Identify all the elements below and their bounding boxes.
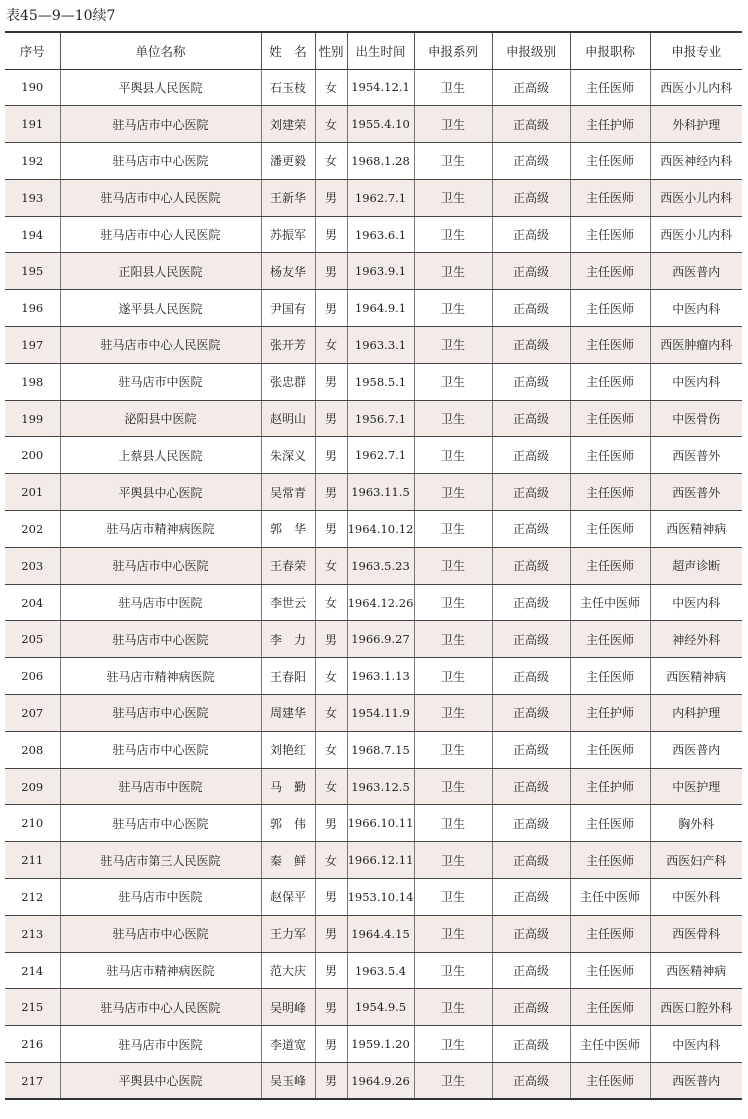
cell-name: 朱深义: [261, 437, 315, 474]
cell-title: 主任中医师: [570, 1026, 650, 1063]
table-row: [5, 106, 742, 143]
col-header-title: 申报职称: [570, 32, 650, 69]
cell-level: 正高级: [492, 621, 570, 658]
cell-birth: 1963.6.1: [347, 216, 414, 253]
cell-title: 主任医师: [570, 290, 650, 327]
table-row: [5, 952, 742, 989]
cell-series: 卫生: [414, 69, 492, 106]
cell-birth: 1966.9.27: [347, 621, 414, 658]
table-row: [5, 400, 742, 437]
table-row: [5, 69, 742, 106]
cell-index: 206: [5, 658, 60, 695]
cell-level: 正高级: [492, 69, 570, 106]
cell-series: 卫生: [414, 474, 492, 511]
cell-name: 尹国有: [261, 290, 315, 327]
table-row: [5, 915, 742, 952]
cell-series: 卫生: [414, 327, 492, 364]
cell-index: 208: [5, 731, 60, 768]
cell-gender: 男: [315, 805, 347, 842]
cell-index: 197: [5, 327, 60, 364]
cell-gender: 女: [315, 842, 347, 879]
cell-name: 张忠群: [261, 363, 315, 400]
cell-unit: 平舆县人民医院: [60, 69, 261, 106]
cell-name: 张开芳: [261, 327, 315, 364]
table-row: [5, 327, 742, 364]
cell-specialty: 西医精神病: [650, 952, 742, 989]
cell-series: 卫生: [414, 915, 492, 952]
cell-birth: 1963.12.5: [347, 768, 414, 805]
table-row: [5, 253, 742, 290]
cell-title: 主任医师: [570, 400, 650, 437]
cell-series: 卫生: [414, 511, 492, 548]
cell-index: 192: [5, 143, 60, 180]
cell-index: 205: [5, 621, 60, 658]
cell-unit: 驻马店市中心医院: [60, 805, 261, 842]
cell-birth: 1964.9.1: [347, 290, 414, 327]
cell-name: 郭 伟: [261, 805, 315, 842]
cell-level: 正高级: [492, 400, 570, 437]
cell-specialty: 中医内科: [650, 363, 742, 400]
cell-name: 刘艳红: [261, 731, 315, 768]
cell-gender: 女: [315, 106, 347, 143]
cell-birth: 1955.4.10: [347, 106, 414, 143]
cell-level: 正高级: [492, 842, 570, 879]
cell-title: 主任医师: [570, 989, 650, 1026]
cell-index: 201: [5, 474, 60, 511]
cell-birth: 1964.12.26: [347, 584, 414, 621]
cell-series: 卫生: [414, 290, 492, 327]
cell-name: 吴常青: [261, 474, 315, 511]
cell-unit: 驻马店市中医院: [60, 768, 261, 805]
cell-birth: 1964.9.26: [347, 1063, 414, 1100]
cell-gender: 男: [315, 989, 347, 1026]
cell-level: 正高级: [492, 327, 570, 364]
cell-index: 191: [5, 106, 60, 143]
cell-name: 刘建荣: [261, 106, 315, 143]
cell-level: 正高级: [492, 952, 570, 989]
cell-title: 主任医师: [570, 327, 650, 364]
cell-gender: 男: [315, 437, 347, 474]
cell-specialty: 西医普外: [650, 437, 742, 474]
cell-index: 211: [5, 842, 60, 879]
cell-unit: 驻马店市中心人民医院: [60, 179, 261, 216]
col-header-index: 序号: [5, 32, 60, 69]
cell-level: 正高级: [492, 290, 570, 327]
cell-specialty: 西医普内: [650, 1063, 742, 1100]
cell-gender: 男: [315, 179, 347, 216]
cell-level: 正高级: [492, 915, 570, 952]
cell-title: 主任医师: [570, 511, 650, 548]
cell-level: 正高级: [492, 879, 570, 916]
cell-name: 石玉枝: [261, 69, 315, 106]
cell-gender: 男: [315, 879, 347, 916]
cell-gender: 男: [315, 474, 347, 511]
cell-unit: 驻马店市中心医院: [60, 143, 261, 180]
cell-level: 正高级: [492, 216, 570, 253]
cell-gender: 女: [315, 584, 347, 621]
cell-index: 209: [5, 768, 60, 805]
col-header-birth: 出生时间: [347, 32, 414, 69]
table-row: [5, 695, 742, 732]
cell-index: 194: [5, 216, 60, 253]
cell-specialty: 中医内科: [650, 1026, 742, 1063]
cell-level: 正高级: [492, 547, 570, 584]
col-header-gender: 性别: [315, 32, 347, 69]
cell-gender: 女: [315, 731, 347, 768]
cell-title: 主任医师: [570, 915, 650, 952]
table-row: [5, 547, 742, 584]
cell-index: 199: [5, 400, 60, 437]
cell-index: 217: [5, 1063, 60, 1100]
cell-unit: 驻马店市中医院: [60, 1026, 261, 1063]
cell-series: 卫生: [414, 106, 492, 143]
cell-gender: 男: [315, 621, 347, 658]
table-row: [5, 179, 742, 216]
table-row: [5, 216, 742, 253]
cell-birth: 1963.1.13: [347, 658, 414, 695]
cell-specialty: 西医小儿内科: [650, 216, 742, 253]
cell-gender: 男: [315, 363, 347, 400]
cell-title: 主任医师: [570, 547, 650, 584]
cell-unit: 驻马店市中心人民医院: [60, 327, 261, 364]
table-row: [5, 989, 742, 1026]
cell-title: 主任医师: [570, 731, 650, 768]
cell-index: 195: [5, 253, 60, 290]
cell-title: 主任医师: [570, 658, 650, 695]
cell-title: 主任护师: [570, 768, 650, 805]
cell-name: 赵保平: [261, 879, 315, 916]
table-row: [5, 805, 742, 842]
cell-birth: 1954.12.1: [347, 69, 414, 106]
cell-specialty: 内科护理: [650, 695, 742, 732]
col-header-name: 姓 名: [261, 32, 315, 69]
cell-series: 卫生: [414, 253, 492, 290]
cell-specialty: 中医外科: [650, 879, 742, 916]
cell-specialty: 超声诊断: [650, 547, 742, 584]
table-row: [5, 879, 742, 916]
cell-name: 王春荣: [261, 547, 315, 584]
cell-title: 主任医师: [570, 179, 650, 216]
cell-series: 卫生: [414, 1026, 492, 1063]
cell-birth: 1963.5.23: [347, 547, 414, 584]
cell-series: 卫生: [414, 842, 492, 879]
cell-unit: 驻马店市中心人民医院: [60, 989, 261, 1026]
cell-index: 203: [5, 547, 60, 584]
cell-birth: 1962.7.1: [347, 437, 414, 474]
cell-birth: 1963.5.4: [347, 952, 414, 989]
cell-birth: 1963.3.1: [347, 327, 414, 364]
cell-name: 范大庆: [261, 952, 315, 989]
cell-unit: 驻马店市中心医院: [60, 547, 261, 584]
cell-index: 215: [5, 989, 60, 1026]
cell-gender: 女: [315, 658, 347, 695]
cell-unit: 正阳县人民医院: [60, 253, 261, 290]
cell-index: 196: [5, 290, 60, 327]
cell-title: 主任医师: [570, 69, 650, 106]
cell-index: 190: [5, 69, 60, 106]
cell-gender: 男: [315, 1026, 347, 1063]
cell-level: 正高级: [492, 143, 570, 180]
cell-specialty: 西医神经内科: [650, 143, 742, 180]
cell-birth: 1964.4.15: [347, 915, 414, 952]
cell-gender: 女: [315, 327, 347, 364]
cell-series: 卫生: [414, 695, 492, 732]
cell-level: 正高级: [492, 805, 570, 842]
cell-title: 主任医师: [570, 842, 650, 879]
cell-specialty: 西医骨科: [650, 915, 742, 952]
cell-name: 潘更毅: [261, 143, 315, 180]
cell-index: 200: [5, 437, 60, 474]
cell-name: 郭 华: [261, 511, 315, 548]
cell-name: 杨友华: [261, 253, 315, 290]
cell-series: 卫生: [414, 658, 492, 695]
cell-title: 主任中医师: [570, 584, 650, 621]
cell-unit: 驻马店市精神病医院: [60, 511, 261, 548]
table-header: [5, 32, 742, 69]
cell-series: 卫生: [414, 1063, 492, 1100]
cell-unit: 驻马店市中心医院: [60, 731, 261, 768]
cell-series: 卫生: [414, 143, 492, 180]
cell-unit: 平舆县中心医院: [60, 1063, 261, 1100]
table-row: [5, 143, 742, 180]
cell-birth: 1959.1.20: [347, 1026, 414, 1063]
cell-index: 202: [5, 511, 60, 548]
cell-unit: 驻马店市中医院: [60, 584, 261, 621]
cell-name: 王新华: [261, 179, 315, 216]
cell-specialty: 西医口腔外科: [650, 989, 742, 1026]
table-row: [5, 768, 742, 805]
cell-name: 王力军: [261, 915, 315, 952]
cell-gender: 男: [315, 253, 347, 290]
cell-index: 210: [5, 805, 60, 842]
cell-name: 李道宽: [261, 1026, 315, 1063]
cell-level: 正高级: [492, 989, 570, 1026]
cell-name: 马 勤: [261, 768, 315, 805]
cell-title: 主任护师: [570, 695, 650, 732]
cell-gender: 女: [315, 695, 347, 732]
cell-gender: 男: [315, 1063, 347, 1100]
cell-birth: 1966.10.11: [347, 805, 414, 842]
cell-name: 赵明山: [261, 400, 315, 437]
cell-unit: 驻马店市中心医院: [60, 106, 261, 143]
cell-name: 秦 鲜: [261, 842, 315, 879]
cell-birth: 1963.9.1: [347, 253, 414, 290]
cell-series: 卫生: [414, 547, 492, 584]
cell-unit: 驻马店市中心医院: [60, 915, 261, 952]
cell-name: 吴明峰: [261, 989, 315, 1026]
cell-level: 正高级: [492, 584, 570, 621]
cell-series: 卫生: [414, 400, 492, 437]
cell-level: 正高级: [492, 658, 570, 695]
table-row: [5, 363, 742, 400]
cell-index: 212: [5, 879, 60, 916]
cell-series: 卫生: [414, 363, 492, 400]
cell-title: 主任医师: [570, 437, 650, 474]
cell-specialty: 西医普外: [650, 474, 742, 511]
cell-title: 主任医师: [570, 621, 650, 658]
table-caption: 表45—9—10续7: [6, 8, 116, 24]
cell-specialty: 中医骨伤: [650, 400, 742, 437]
applicant-table: [5, 31, 742, 1100]
cell-gender: 女: [315, 547, 347, 584]
header-row: [5, 32, 742, 69]
cell-index: 207: [5, 695, 60, 732]
cell-gender: 男: [315, 290, 347, 327]
col-header-series: 申报系列: [414, 32, 492, 69]
cell-birth: 1953.10.14: [347, 879, 414, 916]
table-row: [5, 511, 742, 548]
table-row: [5, 437, 742, 474]
cell-level: 正高级: [492, 253, 570, 290]
cell-birth: 1962.7.1: [347, 179, 414, 216]
cell-specialty: 西医普内: [650, 731, 742, 768]
cell-series: 卫生: [414, 216, 492, 253]
cell-gender: 女: [315, 768, 347, 805]
table-row: [5, 1026, 742, 1063]
cell-birth: 1968.7.15: [347, 731, 414, 768]
cell-specialty: 西医精神病: [650, 511, 742, 548]
cell-level: 正高级: [492, 363, 570, 400]
cell-index: 193: [5, 179, 60, 216]
cell-specialty: 西医精神病: [650, 658, 742, 695]
cell-title: 主任中医师: [570, 879, 650, 916]
table-row: [5, 584, 742, 621]
cell-birth: 1954.9.5: [347, 989, 414, 1026]
cell-title: 主任医师: [570, 143, 650, 180]
cell-birth: 1958.5.1: [347, 363, 414, 400]
cell-unit: 驻马店市中心医院: [60, 695, 261, 732]
cell-series: 卫生: [414, 805, 492, 842]
cell-specialty: 胸外科: [650, 805, 742, 842]
cell-specialty: 中医护理: [650, 768, 742, 805]
cell-birth: 1954.11.9: [347, 695, 414, 732]
cell-index: 213: [5, 915, 60, 952]
cell-level: 正高级: [492, 106, 570, 143]
cell-unit: 驻马店市中心人民医院: [60, 216, 261, 253]
cell-level: 正高级: [492, 731, 570, 768]
cell-specialty: 西医小儿内科: [650, 179, 742, 216]
cell-specialty: 神经外科: [650, 621, 742, 658]
cell-series: 卫生: [414, 584, 492, 621]
cell-unit: 驻马店市精神病医院: [60, 658, 261, 695]
cell-specialty: 西医普内: [650, 253, 742, 290]
cell-title: 主任医师: [570, 1063, 650, 1100]
cell-title: 主任医师: [570, 805, 650, 842]
cell-name: 周建华: [261, 695, 315, 732]
cell-specialty: 中医内科: [650, 584, 742, 621]
cell-title: 主任护师: [570, 106, 650, 143]
cell-level: 正高级: [492, 511, 570, 548]
table-row: [5, 290, 742, 327]
cell-index: 198: [5, 363, 60, 400]
table-body: [5, 69, 742, 1099]
cell-name: 李 力: [261, 621, 315, 658]
cell-unit: 驻马店市第三人民医院: [60, 842, 261, 879]
cell-birth: 1963.11.5: [347, 474, 414, 511]
col-header-level: 申报级别: [492, 32, 570, 69]
cell-specialty: 西医肿瘤内科: [650, 327, 742, 364]
cell-unit: 遂平县人民医院: [60, 290, 261, 327]
col-header-specialty: 申报专业: [650, 32, 742, 69]
table-row: [5, 621, 742, 658]
cell-series: 卫生: [414, 879, 492, 916]
table-row: [5, 731, 742, 768]
cell-level: 正高级: [492, 768, 570, 805]
cell-series: 卫生: [414, 989, 492, 1026]
cell-birth: 1956.7.1: [347, 400, 414, 437]
cell-gender: 男: [315, 400, 347, 437]
cell-name: 王春阳: [261, 658, 315, 695]
cell-gender: 女: [315, 69, 347, 106]
cell-level: 正高级: [492, 695, 570, 732]
cell-series: 卫生: [414, 437, 492, 474]
cell-title: 主任医师: [570, 253, 650, 290]
cell-level: 正高级: [492, 437, 570, 474]
cell-gender: 男: [315, 511, 347, 548]
cell-specialty: 西医小儿内科: [650, 69, 742, 106]
cell-level: 正高级: [492, 179, 570, 216]
cell-birth: 1968.1.28: [347, 143, 414, 180]
cell-index: 214: [5, 952, 60, 989]
cell-unit: 上蔡县人民医院: [60, 437, 261, 474]
table-row: [5, 658, 742, 695]
cell-name: 苏振军: [261, 216, 315, 253]
cell-level: 正高级: [492, 474, 570, 511]
cell-level: 正高级: [492, 1026, 570, 1063]
cell-specialty: 外科护理: [650, 106, 742, 143]
cell-title: 主任医师: [570, 952, 650, 989]
cell-series: 卫生: [414, 731, 492, 768]
table-row: [5, 474, 742, 511]
cell-series: 卫生: [414, 179, 492, 216]
cell-title: 主任医师: [570, 474, 650, 511]
cell-birth: 1966.12.11: [347, 842, 414, 879]
cell-specialty: 西医妇产科: [650, 842, 742, 879]
cell-gender: 男: [315, 952, 347, 989]
cell-unit: 驻马店市中医院: [60, 363, 261, 400]
cell-gender: 男: [315, 915, 347, 952]
cell-unit: 驻马店市精神病医院: [60, 952, 261, 989]
cell-unit: 泌阳县中医院: [60, 400, 261, 437]
col-header-unit: 单位名称: [60, 32, 261, 69]
cell-index: 216: [5, 1026, 60, 1063]
cell-gender: 女: [315, 143, 347, 180]
cell-name: 吴玉峰: [261, 1063, 315, 1100]
cell-series: 卫生: [414, 621, 492, 658]
cell-birth: 1964.10.12: [347, 511, 414, 548]
table-row: [5, 1063, 742, 1100]
cell-gender: 男: [315, 216, 347, 253]
cell-specialty: 中医内科: [650, 290, 742, 327]
cell-series: 卫生: [414, 768, 492, 805]
cell-name: 李世云: [261, 584, 315, 621]
cell-level: 正高级: [492, 1063, 570, 1100]
cell-unit: 驻马店市中心医院: [60, 621, 261, 658]
table-row: [5, 842, 742, 879]
cell-unit: 平舆县中心医院: [60, 474, 261, 511]
cell-unit: 驻马店市中医院: [60, 879, 261, 916]
cell-title: 主任医师: [570, 216, 650, 253]
cell-index: 204: [5, 584, 60, 621]
cell-series: 卫生: [414, 952, 492, 989]
cell-title: 主任医师: [570, 363, 650, 400]
